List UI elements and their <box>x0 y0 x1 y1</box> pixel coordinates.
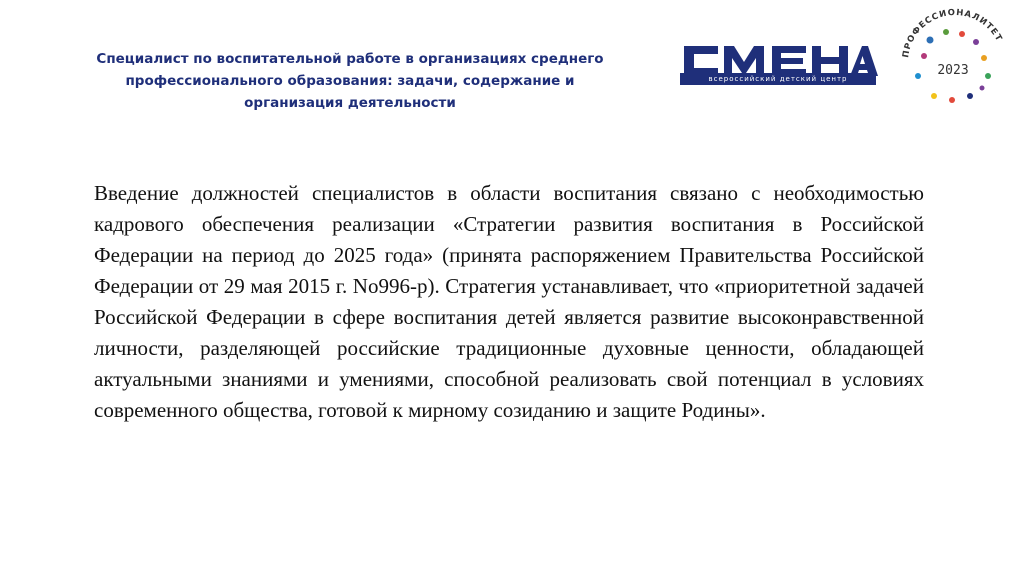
svg-text:ПРОФЕССИОНАЛИТЕТ: ПРОФЕССИОНАЛИТЕТ <box>901 7 1004 59</box>
svg-text:2023: 2023 <box>937 63 969 78</box>
body-paragraph: Введение должностей специалистов в области воспитания связано с необходимостью кадрового обеспечения реализации «Стратегии развития воспитания в Российской Федерации на период до 2025 года» (принята распоряжением Правительства Российской Федерации от 29 мая 2015 г. No996-р). Стратегия устанавливает, что «приоритетной задачей Российской Федерации в сфере воспитания детей является развитие высоконравственной личности, разделяющей российские традиционные духовные ценности, обладающей актуальными знаниями и умениями, способной реализовать свой потенциал в условиях современного общества, готовой к мирному созиданию и защите Родины». <box>94 181 924 422</box>
slide-title-line-1: Специалист по воспитательной работе в организациях среднего <box>96 51 604 67</box>
slide-title-line-3: организация деятельности <box>244 95 456 111</box>
slide-title <box>70 48 630 114</box>
smena-tagline: всероссийский детский центр <box>680 73 876 85</box>
slide-title-line-2: профессионального образования: задачи, содержание и <box>125 73 575 89</box>
professionalitet-logo <box>896 4 1014 116</box>
